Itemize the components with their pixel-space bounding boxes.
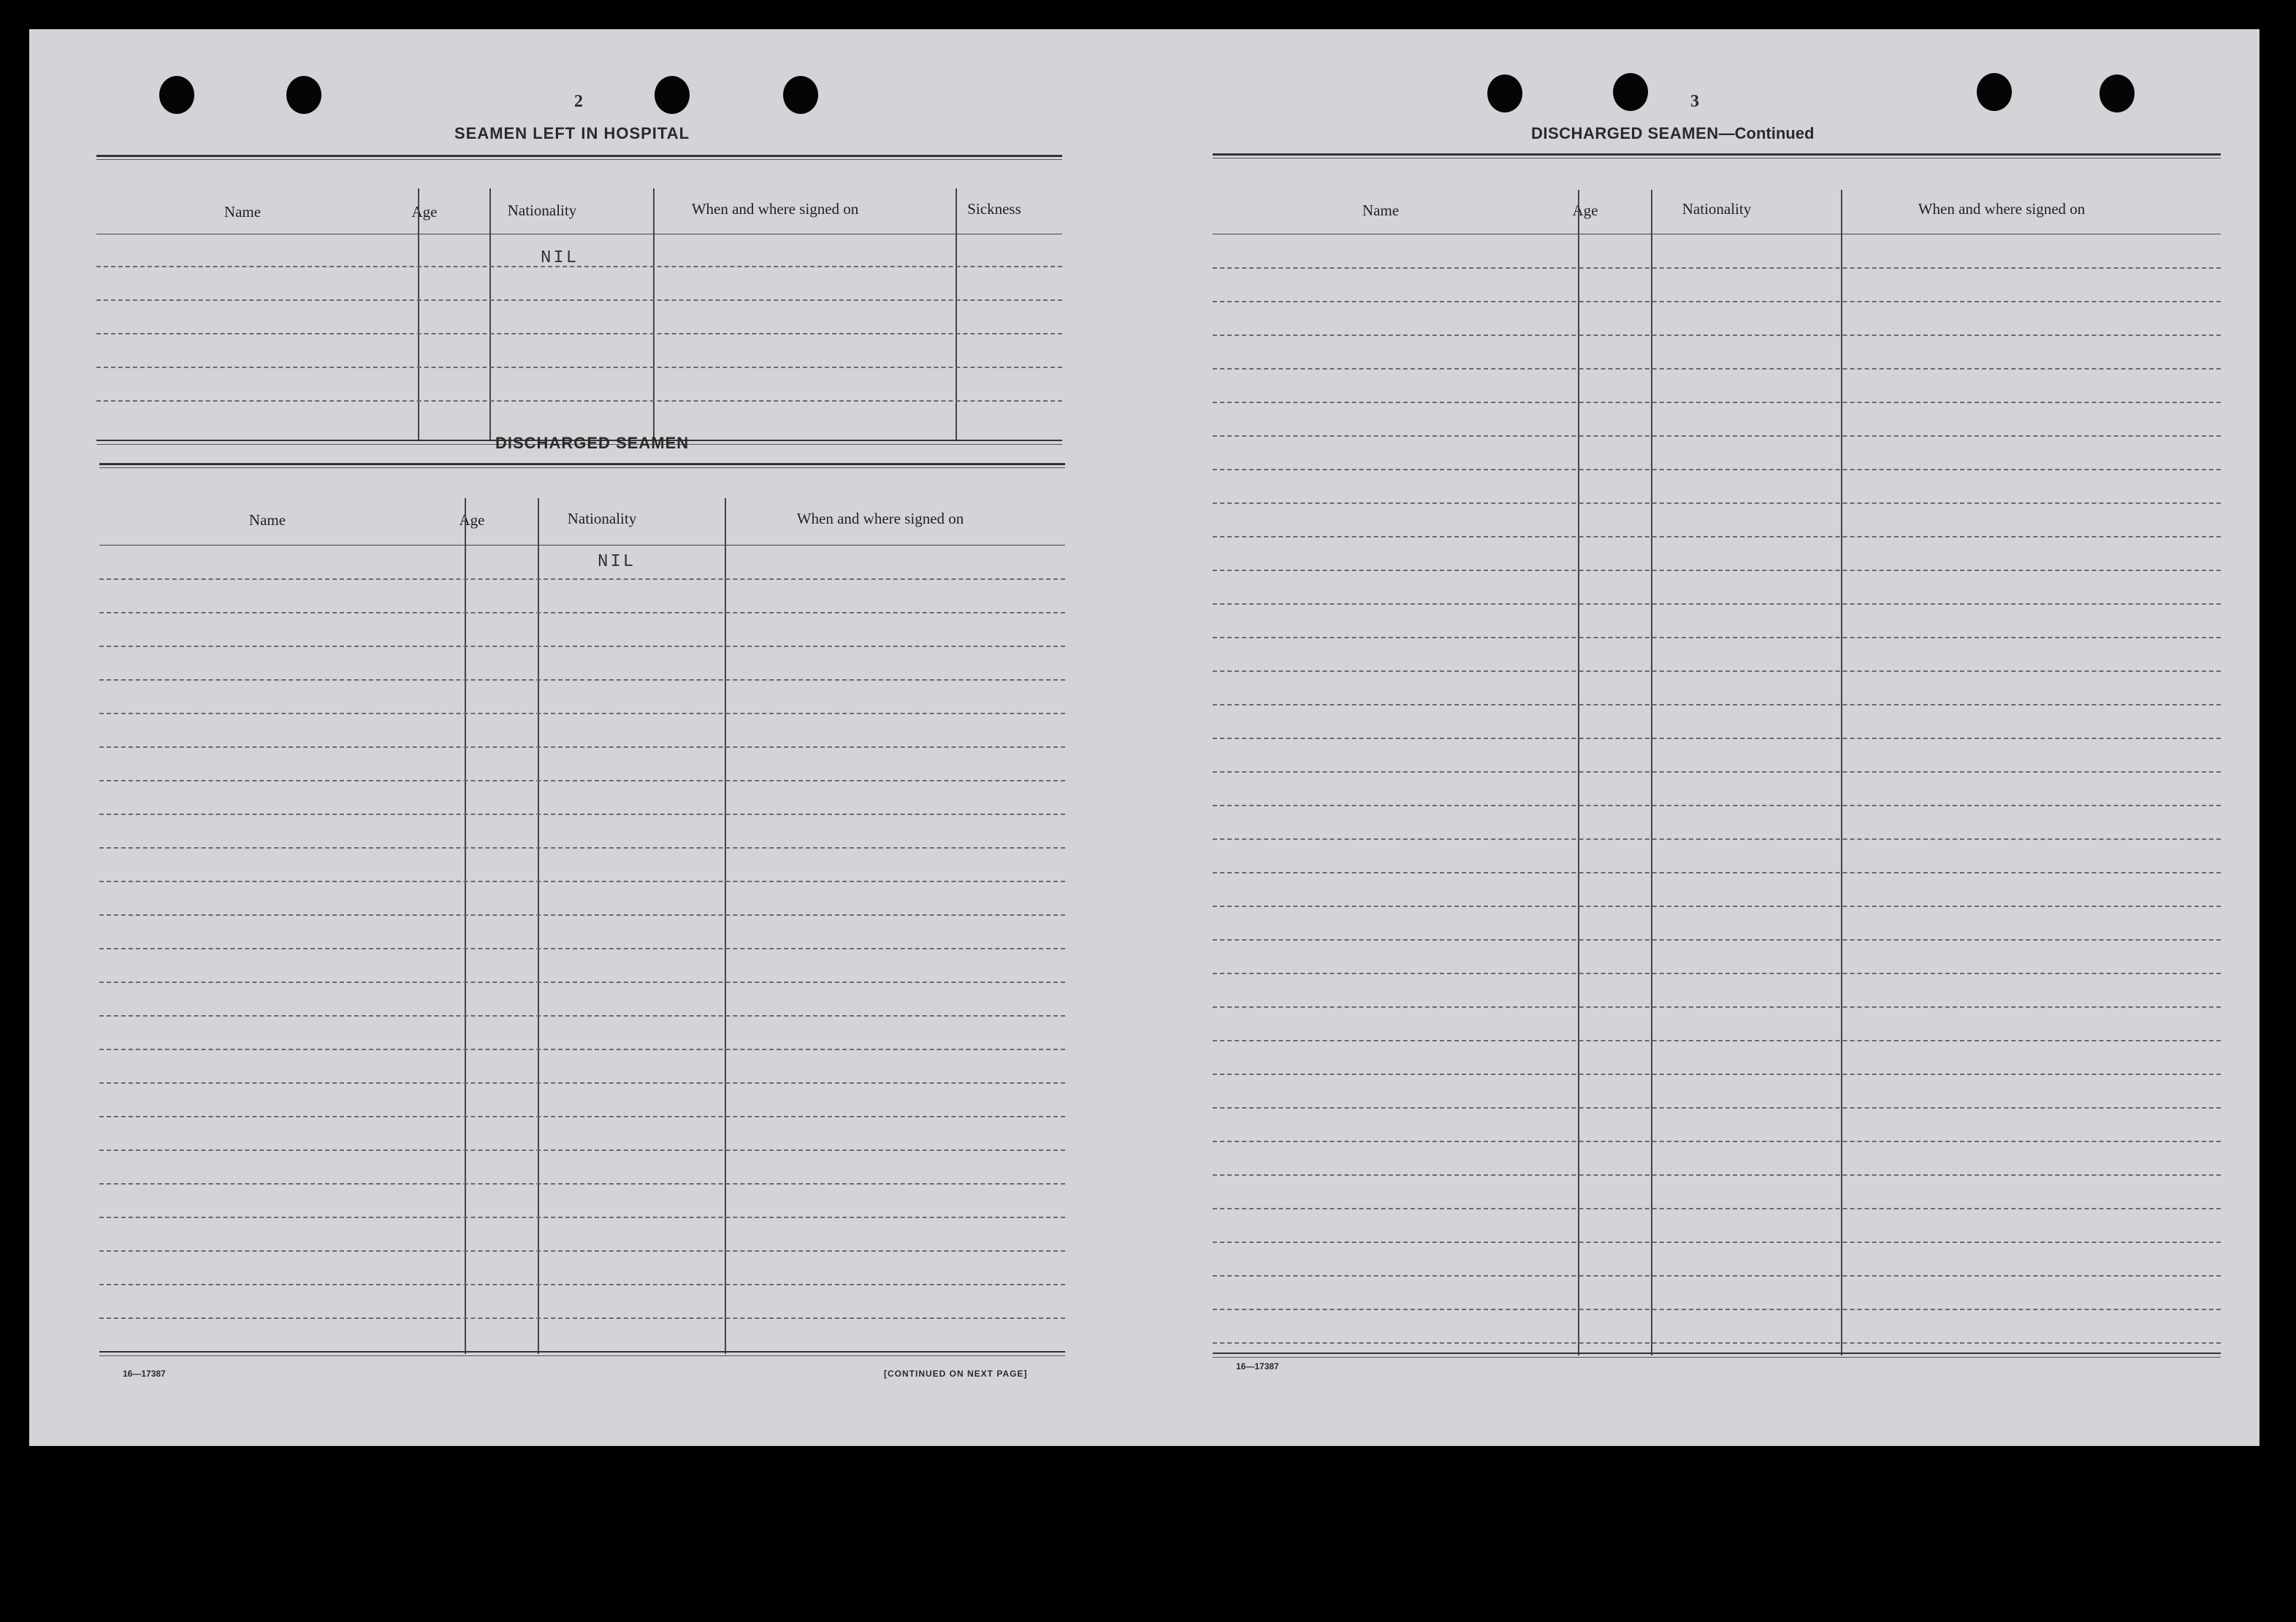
- table-row: [1213, 1342, 2221, 1344]
- column-header-age: Age: [1572, 202, 1598, 219]
- punch-hole: [1613, 73, 1648, 111]
- table-row: [1213, 570, 2221, 571]
- column-header-age: Age: [459, 511, 485, 529]
- form-number-right: 16—17387: [1236, 1361, 1279, 1372]
- discharged-nil-entry: NIL: [598, 552, 636, 572]
- header-rule: [99, 545, 1065, 546]
- table-bottom-rule: [99, 1351, 1065, 1353]
- table-row: [1213, 1074, 2221, 1075]
- table-row: [96, 266, 1062, 267]
- table-row: [1213, 1275, 2221, 1277]
- table-row: [99, 1183, 1065, 1185]
- discharged-table: [99, 463, 1065, 1358]
- table-row: [99, 914, 1065, 916]
- table-row: [99, 1317, 1065, 1319]
- table-row: [99, 780, 1065, 781]
- table-row: [99, 746, 1065, 748]
- column-divider: [956, 188, 957, 440]
- table-row: [99, 948, 1065, 949]
- punch-hole: [286, 76, 321, 114]
- column-header-age: Age: [411, 203, 438, 221]
- table-row: [99, 679, 1065, 681]
- table-row: [1213, 637, 2221, 638]
- column-header-nationality: Nationality: [507, 202, 577, 219]
- discharged-continued-title-main: DISCHARGED SEAMEN: [1531, 124, 1719, 142]
- table-row: [99, 1284, 1065, 1285]
- table-top-rule: [96, 155, 1062, 157]
- column-divider: [538, 498, 539, 1354]
- table-row: [1213, 1208, 2221, 1209]
- table-row: [1213, 469, 2221, 470]
- table-bottom-rule: [1213, 1353, 2221, 1354]
- table-top-rule: [96, 159, 1062, 160]
- table-row: [1213, 536, 2221, 538]
- table-bottom-rule: [99, 1355, 1065, 1356]
- column-divider: [1651, 190, 1652, 1355]
- form-sheet: [29, 29, 2259, 1446]
- table-row: [1213, 670, 2221, 672]
- table-bottom-rule: [1213, 1357, 2221, 1358]
- table-row: [99, 646, 1065, 647]
- discharged-continued-title: [1531, 124, 1814, 143]
- hospital-table: [96, 155, 1062, 445]
- table-row: [99, 1250, 1065, 1252]
- table-row: [96, 333, 1062, 334]
- discharged-continued-suffix: —Continued: [1718, 124, 1815, 142]
- table-row: [99, 1015, 1065, 1017]
- table-row: [1213, 704, 2221, 705]
- table-top-rule: [99, 467, 1065, 468]
- form-number-left: 16—17387: [123, 1369, 166, 1379]
- table-row: [99, 1049, 1065, 1050]
- table-row: [1213, 1107, 2221, 1109]
- page-number-left: 2: [574, 92, 583, 111]
- page-number-right: 3: [1690, 92, 1699, 111]
- table-row: [99, 847, 1065, 849]
- table-row: [1213, 1242, 2221, 1243]
- table-row: [1213, 771, 2221, 773]
- table-row: [96, 367, 1062, 368]
- table-row: [99, 713, 1065, 714]
- column-header-name: Name: [248, 511, 286, 529]
- table-row: [99, 881, 1065, 882]
- column-divider: [1578, 190, 1579, 1355]
- column-divider: [418, 188, 419, 440]
- column-header-signed-on: When and where signed on: [691, 200, 859, 218]
- discharged-section-title: DISCHARGED SEAMEN: [495, 434, 690, 452]
- column-header-nationality: Nationality: [1682, 200, 1752, 218]
- table-row: [1213, 973, 2221, 974]
- table-row: [1213, 906, 2221, 907]
- table-row: [1213, 1309, 2221, 1310]
- table-row: [1213, 502, 2221, 504]
- continued-note: [CONTINUED ON NEXT PAGE]: [884, 1369, 1028, 1379]
- column-divider: [1841, 190, 1842, 1355]
- table-row: [1213, 368, 2221, 370]
- column-divider: [653, 188, 655, 440]
- hospital-section-title: SEAMEN LEFT IN HOSPITAL: [454, 124, 690, 142]
- table-row: [99, 982, 1065, 983]
- column-header-sickness: Sickness: [967, 200, 1021, 218]
- punch-hole: [655, 76, 690, 114]
- column-header-nationality: Nationality: [567, 510, 637, 527]
- punch-hole: [1977, 73, 2012, 111]
- table-row: [1213, 603, 2221, 605]
- column-header-signed-on: When and where signed on: [796, 510, 964, 527]
- discharged-continued-table: [1213, 153, 2221, 1358]
- table-row: [96, 299, 1062, 301]
- column-header-name: Name: [224, 203, 262, 221]
- punch-hole: [783, 76, 818, 114]
- punch-hole: [1487, 74, 1522, 112]
- column-header-signed-on: When and where signed on: [1918, 200, 2086, 218]
- punch-hole: [2099, 74, 2135, 112]
- table-row: [99, 578, 1065, 580]
- table-top-rule: [99, 463, 1065, 465]
- table-row: [99, 1217, 1065, 1218]
- table-row: [1213, 1040, 2221, 1041]
- table-row: [1213, 738, 2221, 739]
- table-row: [1213, 805, 2221, 806]
- table-row: [1213, 872, 2221, 873]
- table-row: [1213, 402, 2221, 403]
- punch-hole: [159, 76, 194, 114]
- table-row: [1213, 838, 2221, 840]
- table-row: [99, 814, 1065, 815]
- table-row: [1213, 1141, 2221, 1142]
- table-row: [1213, 334, 2221, 336]
- table-top-rule: [1213, 153, 2221, 156]
- table-row: [1213, 267, 2221, 269]
- table-row: [96, 400, 1062, 402]
- table-row: [1213, 301, 2221, 302]
- column-header-name: Name: [1362, 202, 1400, 219]
- column-divider: [489, 188, 491, 440]
- table-row: [1213, 1174, 2221, 1176]
- table-row: [1213, 939, 2221, 941]
- table-row: [1213, 1006, 2221, 1008]
- table-row: [99, 612, 1065, 613]
- table-row: [99, 1116, 1065, 1117]
- column-divider: [465, 498, 466, 1354]
- table-row: [99, 1082, 1065, 1084]
- table-row: [1213, 435, 2221, 437]
- hospital-nil-entry: NIL: [541, 248, 579, 268]
- table-row: [99, 1149, 1065, 1151]
- column-divider: [725, 498, 726, 1354]
